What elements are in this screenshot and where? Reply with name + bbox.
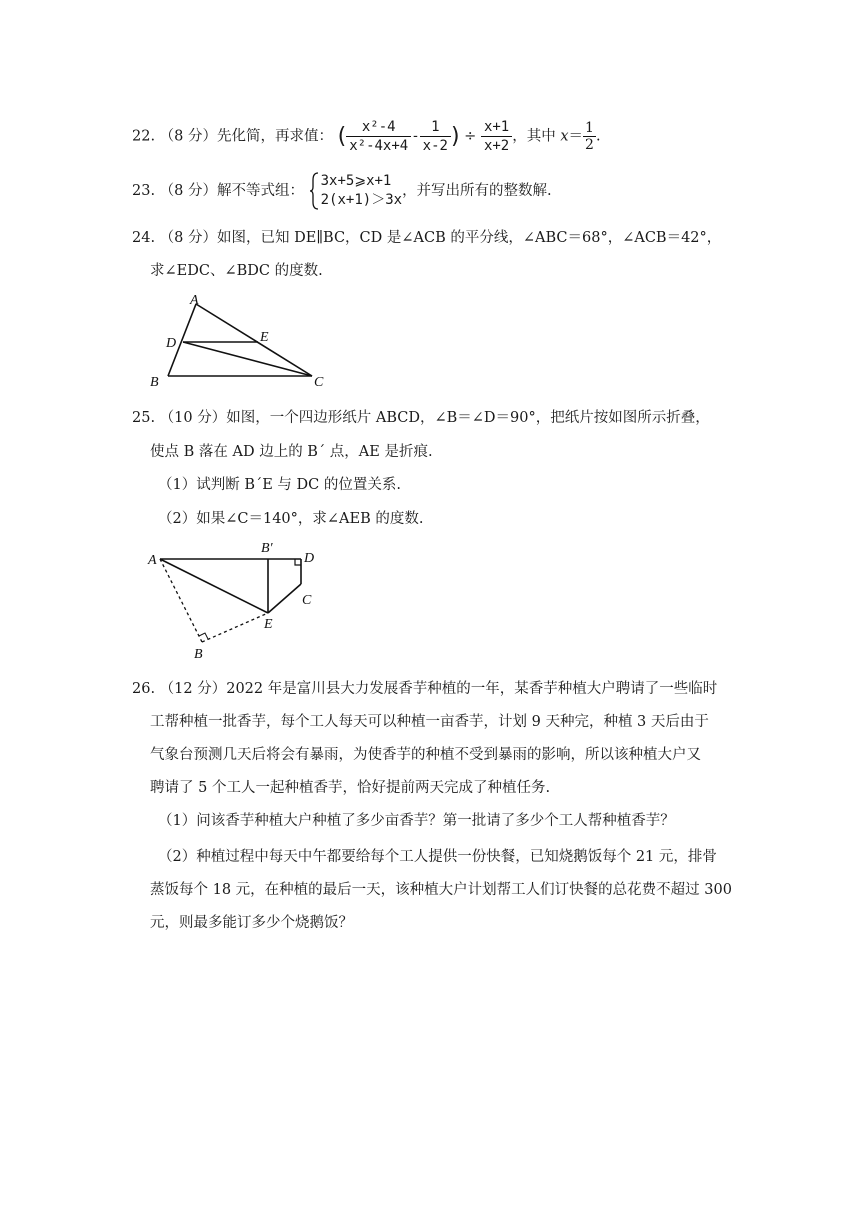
- fraction-1: $\frac{\text{x²-4}}{\text{x²-4x+4}}$: [346, 118, 411, 155]
- label-D: D: [166, 336, 177, 351]
- label-A: A: [190, 293, 199, 308]
- minus-sign: -: [411, 128, 420, 145]
- right-paren: ): [450, 124, 460, 149]
- condition-text: ，其中: [512, 128, 556, 145]
- figure-q24-triangle: [146, 292, 332, 390]
- question-score: （8 分）: [159, 128, 218, 145]
- question-score: （8 分）: [159, 230, 218, 246]
- fraction-3: $\frac{x+1}{x+2}$: [481, 118, 512, 155]
- value-fraction: $\frac{1}{2}$: [585, 120, 594, 153]
- question-26-line-2: 工帮种植一批香芋，每个工人每天可以种植一亩香芋，计划 9 天种完，种植 3 天后由于: [150, 714, 709, 730]
- label-B: B: [150, 375, 159, 390]
- question-score: （10 分）: [159, 410, 227, 426]
- inequality-2: 2(x+1)＞3x: [320, 192, 403, 208]
- label-D: D: [304, 551, 315, 566]
- left-brace: [309, 172, 319, 210]
- question-tail: ，并写出所有的整数解.: [402, 183, 552, 199]
- label-C: C: [302, 593, 312, 608]
- label-E: E: [260, 330, 269, 345]
- question-26-part-2-line-1: （2）种植过程中每天中午都要给每个工人提供一份快餐，已知烧鹅饭每个 21 元，排骨: [158, 849, 717, 865]
- question-text: 先化简，再求值：: [217, 128, 334, 145]
- label-E: E: [264, 617, 273, 632]
- question-text: 如图，一个四边形纸片 ABCD，∠B＝∠D＝90°，把纸片按如图所示折叠，: [226, 410, 710, 426]
- question-24-line-2: 求∠EDC、∠BDC 的度数.: [150, 263, 323, 279]
- question-26-line-1: [132, 677, 717, 698]
- question-26-line-3: 气象台预测几天后将会有暴雨，为使香芋的种植不受到暴雨的影响，所以该种植大户又: [150, 747, 701, 763]
- question-text: 解不等式组：: [217, 183, 305, 199]
- label-C: C: [314, 375, 324, 390]
- period: .: [595, 128, 601, 145]
- equals-sign: ＝: [568, 128, 584, 145]
- question-22: [132, 118, 601, 155]
- question-number: 23.: [132, 183, 156, 199]
- question-26-line-4: 聘请了 5 个工人一起种植香芋，恰好提前两天完成了种植任务.: [150, 780, 551, 796]
- variable-x: x: [560, 128, 569, 145]
- label-A: A: [148, 553, 157, 568]
- question-26-part-1: （1）问该香芋种植大户种植了多少亩香芋？第一批请了多少个工人帮种植香芋？: [158, 813, 675, 829]
- left-paren: (: [337, 124, 347, 149]
- figure-q25-folded-quadrilateral: [146, 538, 332, 662]
- question-25-part-2: （2）如果∠C＝140°，求∠AEB 的度数.: [158, 511, 424, 527]
- question-26-part-2-line-2: 蒸饭每个 18 元，在种植的最后一天，该种植大户计划帮工人们订快餐的总花费不超过 300: [150, 882, 732, 898]
- question-26-part-2-line-3: 元，则最多能订多少个烧鹅饭？: [150, 915, 353, 931]
- question-23: [132, 172, 552, 210]
- question-24-line-1: [132, 226, 721, 247]
- question-number: 26.: [132, 681, 156, 697]
- label-B-prime: B′: [261, 541, 273, 556]
- inequality-system: [309, 172, 402, 210]
- question-score: （12 分）: [159, 681, 227, 697]
- inequality-1: 3x+5⩾x+1: [320, 173, 392, 189]
- label-B: B: [194, 647, 203, 662]
- question-text: 2022 年是富川县大力发展香芋种植的一年，某香芋种植大户聘请了一些临时: [226, 681, 718, 697]
- question-number: 24.: [132, 230, 156, 246]
- question-score: （8 分）: [159, 183, 218, 199]
- divide-sign: ÷: [464, 128, 477, 145]
- question-number: 25.: [132, 410, 156, 426]
- question-text: 如图，已知 DE∥BC，CD 是∠ACB 的平分线，∠ABC＝68°，∠ACB＝42°，: [217, 230, 722, 246]
- fraction-2: $\frac{1}{x-2}$: [420, 118, 451, 155]
- question-25-line-1: [132, 406, 710, 427]
- question-number: 22.: [132, 128, 156, 145]
- question-25-part-1: （1）试判断 B´E 与 DC 的位置关系.: [158, 477, 401, 493]
- question-25-line-2: 使点 B 落在 AD 边上的 B´ 点，AE 是折痕.: [150, 444, 433, 460]
